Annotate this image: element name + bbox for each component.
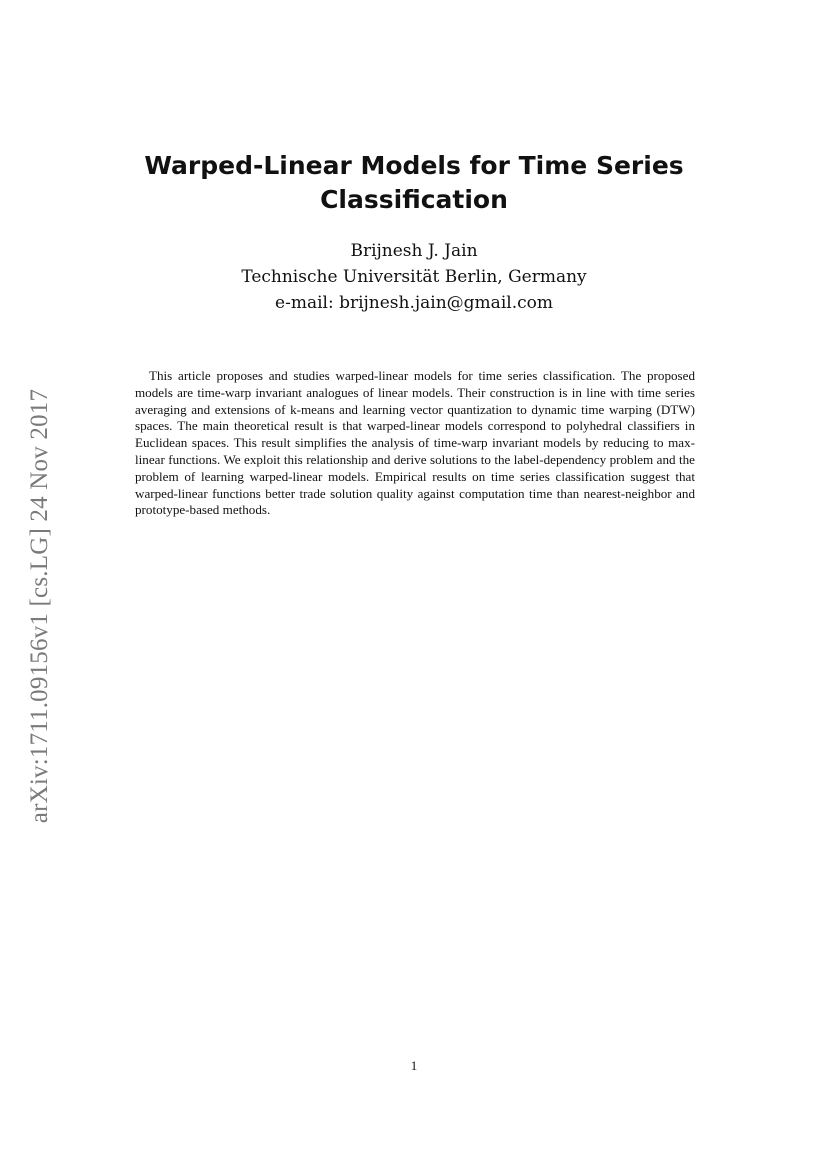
author-name: Brijnesh J. Jain: [350, 241, 478, 261]
author-block: [100, 238, 728, 316]
author-email: e-mail: brijnesh.jain@gmail.com: [275, 293, 553, 313]
page-number: 1: [410, 1058, 418, 1073]
paper-title: Warped-Linear Models for Time Series Classification: [144, 151, 684, 214]
arxiv-identifier: arXiv:1711.09156v1 [cs.LG] 24 Nov 2017: [26, 388, 53, 824]
author-affiliation: Technische Universität Berlin, Germany: [241, 267, 587, 287]
abstract: This article proposes and studies warped-linear models for time series classification. The proposed models are time-warp invariant analogues of linear models. Their construction is in line with time series averaging and extensions of k-means and learning vector quantization to dynamic time warping (DTW) spaces. The main theoretical result is that warped-linear models correspond to polyhedral classifiers in Euclidean spaces. This result simplifies the analysis of time-warp invariant models by reducing to max-linear functions. We exploit this relationship and derive solutions to the label-dependency problem and the problem of learning warped-linear models. Empirical results on time series classification suggest that warped-linear functions better trade solution quality against computation time than nearest-neighbor and prototype-based methods.: [135, 368, 695, 518]
